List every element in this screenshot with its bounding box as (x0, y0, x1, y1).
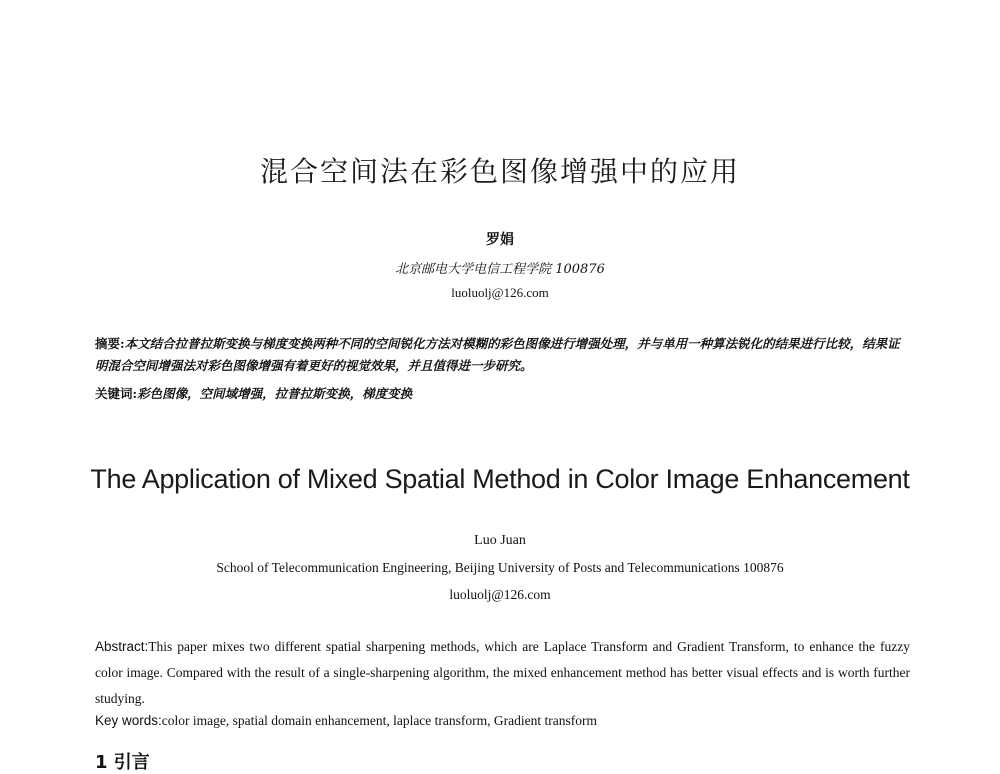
paper-title-english: The Application of Mixed Spatial Method in Color Image Enhancement (90, 464, 910, 494)
section-heading-introduction: 1 引言 (95, 752, 150, 773)
keywords-text-chinese: 彩色图像，空间域增强，拉普拉斯变换，梯度变换 (137, 386, 413, 401)
author-email: luoluolj@126.com (451, 285, 549, 300)
keywords-label-english: Key words: (95, 713, 162, 728)
keywords-text-english: color image, spatial domain enhancement, laplace transform, Gradient transform (161, 713, 597, 728)
abstract-text-chinese: 本文结合拉普拉斯变换与梯度变换两种不同的空间锐化方法对模糊的彩色图像进行增强处理，并与单用一种算法锐化的结果进行比较，结果证明混合空间增强法对彩色图像增强有着更好的视觉效果，并且值得进一步研究。 (95, 336, 900, 373)
author-email-english: luoluolj@126.com (449, 587, 551, 602)
keywords-english (95, 713, 910, 729)
abstract-label-chinese: 摘要: (95, 336, 125, 351)
abstract-label-english: Abstract: (95, 639, 149, 654)
abstract-chinese (95, 333, 910, 377)
affiliation-chinese: 北京邮电大学电信工程学院 100876 (395, 262, 605, 277)
author-name-chinese: 罗娟 (486, 232, 514, 248)
abstract-english (95, 634, 910, 712)
affiliation-english: School of Telecommunication Engineering, Beijing University of Posts and Telecommunications 100876 (216, 560, 784, 575)
keywords-chinese (95, 384, 910, 402)
abstract-text-english: This paper mixes two different spatial sharpening methods, which are Laplace Transform and Gradient Transform, to enhance the fuzzy color image. Compared with the result of a single-sharpening algorithm, the mixed enhancement method has better visual effects and is worth further studying. (95, 639, 910, 706)
author-name-english: Luo Juan (474, 533, 526, 548)
keywords-label-chinese: 关键词: (95, 386, 138, 401)
paper-title-chinese: 混合空间法在彩色图像增强中的应用 (259, 155, 740, 188)
